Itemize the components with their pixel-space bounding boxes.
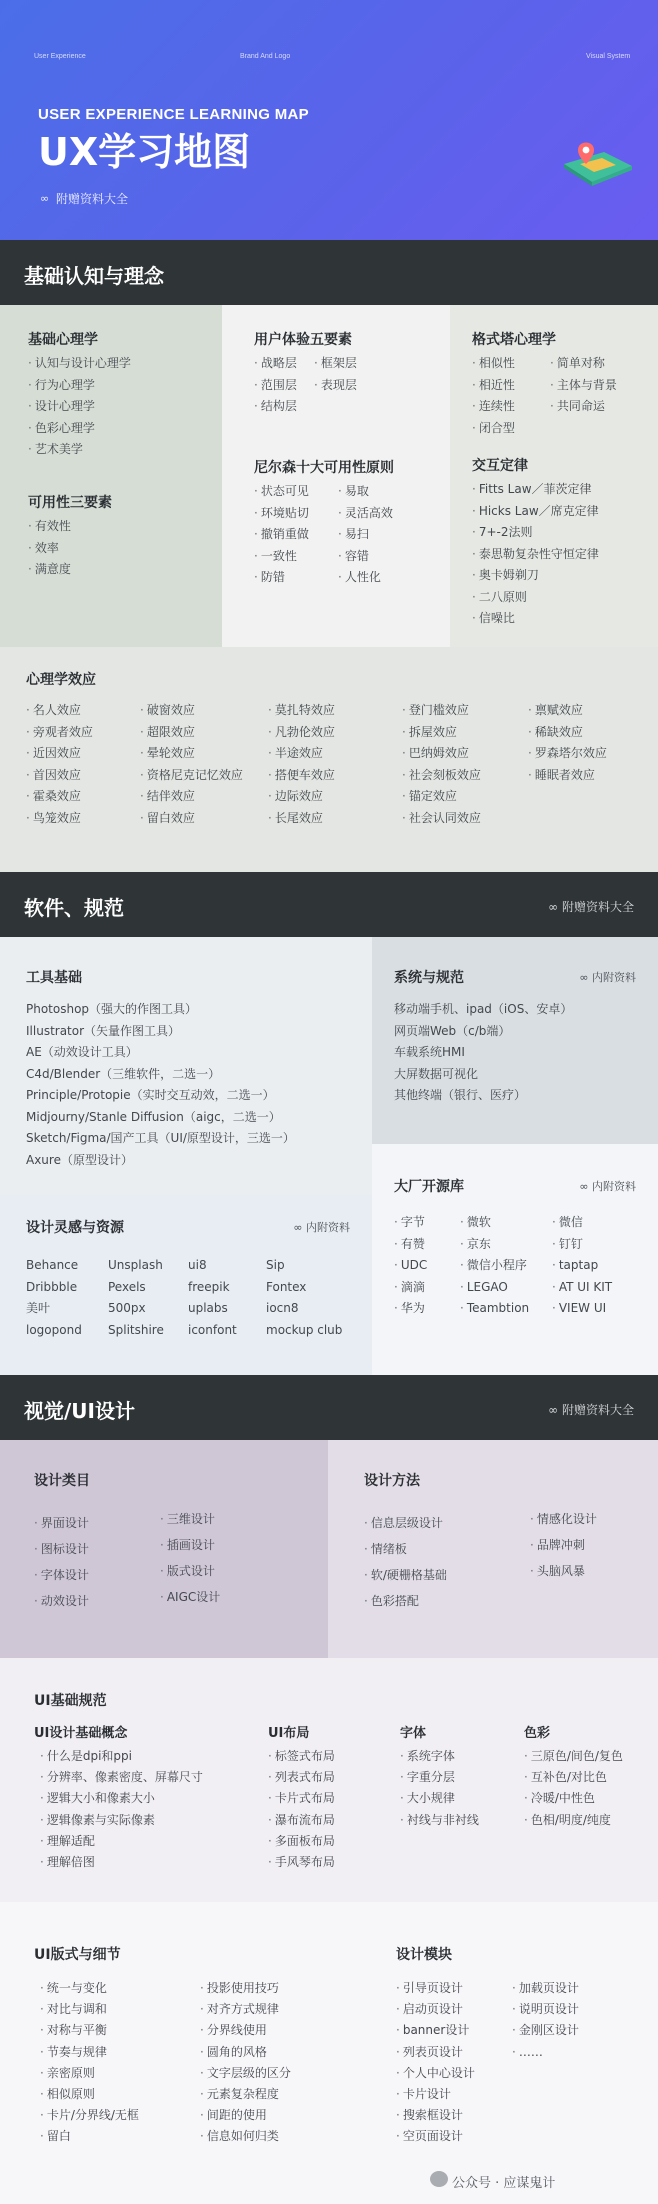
list-item: · AT UI KIT — [552, 1277, 612, 1299]
list-item: · 登门槛效应 — [402, 700, 481, 722]
list-item: · 插画设计 — [160, 1532, 220, 1558]
list-item: · 社会认同效应 — [402, 808, 481, 830]
list-item: · 状态可见 — [254, 481, 309, 503]
panel-ui-basics — [0, 1658, 658, 1902]
inspire-col — [188, 1255, 237, 1341]
list-item: · UDC — [394, 1255, 427, 1277]
list-item: · 长尾效应 — [268, 808, 335, 830]
hero-nav-item: User Experience — [34, 53, 86, 60]
list-item: · 动效设计 — [34, 1588, 89, 1614]
list-item: · 框架层 — [314, 353, 357, 375]
list-item: · 信息如何归类 — [200, 2126, 291, 2147]
list-item: · 什么是dpi和ppi — [40, 1746, 203, 1767]
list-item: · 大小规律 — [400, 1788, 479, 1809]
list-item: · 信息层级设计 — [364, 1510, 447, 1536]
effects-col — [26, 700, 93, 829]
list-item: · 列表页设计 — [396, 2042, 475, 2063]
list-item: · 人性化 — [338, 567, 393, 589]
list-item: · 环境贴切 — [254, 503, 309, 525]
list-item: · 说明页设计 — [512, 1999, 579, 2020]
section-extra-label: 附赠资料大全 — [561, 900, 634, 914]
list-item: · 界面设计 — [34, 1510, 89, 1536]
panel-title: 交互定律 — [472, 458, 528, 474]
tools-list — [26, 999, 295, 1171]
list-item: · 主体与背景 — [550, 375, 617, 397]
list-item: · 连续性 — [472, 396, 515, 418]
list-item: · 奥卡姆剃刀 — [472, 565, 599, 587]
watermark: 公众号 · 应谋鬼计 — [452, 2176, 556, 2191]
list-item: · 撤销重做 — [254, 524, 309, 546]
link-icon: ∞ — [548, 900, 562, 914]
list-item: · banner设计 — [396, 2020, 475, 2041]
inspire-col — [26, 1255, 82, 1341]
details-col2 — [200, 1978, 291, 2148]
inner-link-label: 内附资料 — [592, 1180, 636, 1193]
list-item: · 超限效应 — [140, 722, 243, 744]
list-item: · 对称与平衡 — [40, 2020, 139, 2041]
list-item: · 行为心理学 — [28, 375, 131, 397]
panel-title: 设计类目 — [34, 1473, 90, 1489]
list-item: Sip — [266, 1258, 285, 1272]
list-item: · 色彩心理学 — [28, 418, 131, 440]
link-icon: ∞ — [40, 192, 50, 205]
list-item: · 半途效应 — [268, 743, 335, 765]
list-item: · 手风琴布局 — [268, 1852, 335, 1873]
list-item: C4d/Blender（三维软件，二选一） — [26, 1066, 221, 1081]
list-item: · AIGC设计 — [160, 1584, 220, 1610]
list-item: AE（动效设计工具） — [26, 1045, 138, 1059]
usability-list — [28, 516, 71, 581]
list-item: · 列表式布局 — [268, 1767, 335, 1788]
map-illustration-icon — [558, 124, 638, 194]
list-item: · 节奏与规律 — [40, 2042, 139, 2063]
list-item: · 有赞 — [394, 1234, 427, 1256]
opensource-col — [460, 1212, 529, 1320]
section-extra-label: 附赠资料大全 — [561, 1403, 634, 1417]
list-item: · 搜索框设计 — [396, 2105, 475, 2126]
opensource-col — [552, 1212, 612, 1320]
list-item: · 范围层 — [254, 375, 297, 397]
panel-title: 系统与规范 — [394, 970, 464, 986]
page-title: UX学习地图 — [38, 130, 251, 174]
list-item: · 易取 — [338, 481, 393, 503]
list-item: · taptap — [552, 1255, 612, 1277]
list-item: · 相似原则 — [40, 2084, 139, 2105]
inner-link[interactable]: ∞ 内附资料 — [579, 971, 636, 984]
list-item: · 防错 — [254, 567, 309, 589]
list-item: · 信噪比 — [472, 608, 599, 630]
list-item: · 表现层 — [314, 375, 357, 397]
list-item: Fontex — [266, 1279, 307, 1294]
list-item: · 拆屋效应 — [402, 722, 481, 744]
list-item: Midjourny/Stanle Diffusion（aigc，二选一） — [26, 1109, 281, 1124]
list-item: logopond — [26, 1322, 82, 1337]
list-item: · 统一与变化 — [40, 1978, 139, 1999]
list-item: Illustrator（矢量作图工具） — [26, 1023, 181, 1038]
panel-title: 设计方法 — [364, 1473, 420, 1489]
panel-ui-details — [0, 1902, 658, 2204]
list-item: · 分辨率、像素密度、屏幕尺寸 — [40, 1767, 203, 1788]
inner-link[interactable]: ∞ 内附资料 — [579, 1180, 636, 1193]
list-item: · 标签式布局 — [268, 1746, 335, 1767]
nielsen-col2 — [338, 481, 393, 589]
list-item: · 京东 — [460, 1234, 529, 1256]
section-extra-link[interactable] — [548, 1401, 634, 1418]
hero-subtitle: USER EXPERIENCE LEARNING MAP — [38, 106, 309, 123]
list-item: · 锚定效应 — [402, 786, 481, 808]
list-item: Pexels — [108, 1279, 146, 1294]
list-item: · 稀缺效应 — [528, 722, 607, 744]
list-item: · 对齐方式规律 — [200, 1999, 291, 2020]
panel-title: 心理学效应 — [26, 672, 96, 688]
list-item: mockup club — [266, 1322, 343, 1337]
list-item: · 满意度 — [28, 559, 71, 581]
list-item: · 卡片设计 — [396, 2084, 475, 2105]
list-item: · 睡眠者效应 — [528, 765, 607, 787]
section-title: 基础认知与理念 — [24, 264, 164, 288]
list-item: · 微信小程序 — [460, 1255, 529, 1277]
list-item: · 三原色/间色/复色 — [524, 1746, 623, 1767]
list-item: Splitshire — [108, 1322, 164, 1337]
list-item: · 晕轮效应 — [140, 743, 243, 765]
list-item: · 结构层 — [254, 396, 297, 418]
wechat-icon — [430, 2171, 448, 2187]
list-item: · 名人效应 — [26, 700, 93, 722]
list-item: · 圆角的风格 — [200, 2042, 291, 2063]
list-item: · 凡勃伦效应 — [268, 722, 335, 744]
list-item: · 社会刻板效应 — [402, 765, 481, 787]
layout-list — [268, 1746, 335, 1873]
list-item: · 近因效应 — [26, 743, 93, 765]
panel-title: 设计模块 — [396, 1947, 452, 1963]
list-item: · 罗森塔尔效应 — [528, 743, 607, 765]
list-item: · 资格尼克记忆效应 — [140, 765, 243, 787]
list-item: · 加载页设计 — [512, 1978, 579, 1999]
list-item: · 7+-2法则 — [472, 522, 599, 544]
list-item: · 情感化设计 — [530, 1506, 597, 1532]
list-item: · 旁观者效应 — [26, 722, 93, 744]
list-item: Principle/Protopie（实时交互动效，二选一） — [26, 1088, 275, 1102]
list-item: 大屏数据可视化 — [394, 1066, 479, 1081]
list-item: · 空页面设计 — [396, 2126, 475, 2147]
list-item: · 系统字体 — [400, 1746, 479, 1767]
list-item: · 色相/明度/纯度 — [524, 1810, 623, 1831]
list-item: · 情绪板 — [364, 1536, 447, 1562]
list-item: · 留白效应 — [140, 808, 243, 830]
list-item: · 金刚区设计 — [512, 2020, 579, 2041]
modules-col2 — [512, 1978, 579, 2063]
list-item: · …… — [512, 2042, 579, 2063]
list-item: · 理解适配 — [40, 1831, 203, 1852]
list-item: · 莫扎特效应 — [268, 700, 335, 722]
list-item: · 字重分层 — [400, 1767, 479, 1788]
effects-col — [528, 700, 607, 786]
list-item: · 霍桑效应 — [26, 786, 93, 808]
methods-col1 — [364, 1510, 447, 1614]
list-item: · 字节 — [394, 1212, 427, 1234]
list-item: 移动端手机、ipad（iOS、安卓） — [394, 1002, 573, 1016]
list-item: · 色彩搭配 — [364, 1588, 447, 1614]
panel-open-source — [372, 1144, 658, 1375]
list-item: · 相近性 — [472, 375, 515, 397]
list-item: · 文字层级的区分 — [200, 2063, 291, 2084]
list-item: · 泰思勒复杂性守恒定律 — [472, 544, 599, 566]
list-item: · 微软 — [460, 1212, 529, 1234]
list-item: · 鸟笼效应 — [26, 808, 93, 830]
list-item: Sketch/Figma/国产工具（UI/原型设计，三选一） — [26, 1131, 295, 1145]
list-item: · 易扫 — [338, 524, 393, 546]
subpanel-title: UI布局 — [268, 1726, 310, 1741]
effects-col — [402, 700, 481, 829]
modules-col1 — [396, 1978, 475, 2148]
list-item: · 灵活高效 — [338, 503, 393, 525]
section-extra-link[interactable] — [548, 898, 634, 915]
list-item: · 间距的使用 — [200, 2105, 291, 2126]
list-item: · 卡片/分界线/无框 — [40, 2105, 139, 2126]
section-title: 视觉/UI设计 — [24, 1399, 135, 1423]
inspire-col — [108, 1255, 164, 1341]
list-item: · 结伴效应 — [140, 786, 243, 808]
panel-title: 可用性三要素 — [28, 495, 112, 511]
panel-title: 格式塔心理学 — [472, 332, 556, 348]
list-item: Behance — [26, 1258, 79, 1272]
panel-gestalt — [450, 305, 658, 647]
effects-col — [268, 700, 335, 829]
inner-link-label: 内附资料 — [592, 971, 636, 984]
list-item: · 衬线与非衬线 — [400, 1810, 479, 1831]
list-item: · 对比与调和 — [40, 1999, 139, 2020]
systems-list — [394, 999, 572, 1107]
panel-psychology-effects — [0, 647, 658, 872]
gestalt-col2 — [550, 353, 617, 418]
list-item: · 闭合型 — [472, 418, 515, 440]
list-item: · 投影使用技巧 — [200, 1978, 291, 1999]
list-item: · 版式设计 — [160, 1558, 220, 1584]
list-item: · 首因效应 — [26, 765, 93, 787]
list-item: · 一致性 — [254, 546, 309, 568]
section-header-software — [0, 872, 658, 937]
list-item: freepik — [188, 1279, 230, 1294]
list-item: · 二八原则 — [472, 587, 599, 609]
panel-tools — [0, 937, 372, 1195]
panel-ux-elements — [222, 305, 450, 647]
list-item: 其他终端（银行、医疗） — [394, 1088, 527, 1102]
list-item: · 艺术美学 — [28, 439, 131, 461]
concept-list — [40, 1746, 203, 1873]
panel-title: 工具基础 — [26, 970, 82, 986]
details-col1 — [40, 1978, 139, 2148]
laws-list — [472, 479, 599, 630]
categories-col2 — [160, 1506, 220, 1610]
list-item: · 亲密原则 — [40, 2063, 139, 2084]
list-item: · 华为 — [394, 1298, 427, 1320]
panel-basic-psychology — [0, 305, 222, 647]
list-item: · 逻辑像素与实际像素 — [40, 1810, 203, 1831]
effects-col — [140, 700, 243, 829]
five-col2 — [314, 353, 357, 396]
panel-title: UI基础规范 — [34, 1693, 107, 1709]
list-item: · 破窗效应 — [140, 700, 243, 722]
gestalt-col1 — [472, 353, 515, 439]
list-item: · 边际效应 — [268, 786, 335, 808]
list-item: · 钉钉 — [552, 1234, 612, 1256]
hero-nav-item: Visual System — [586, 53, 631, 60]
list-item: · VIEW UI — [552, 1298, 612, 1320]
list-item: · 微信 — [552, 1212, 612, 1234]
list-item: · 冷暖/中性色 — [524, 1788, 623, 1809]
list-item: · 设计心理学 — [28, 396, 131, 418]
panel-title: 尼尔森十大可用性原则 — [254, 460, 394, 476]
list-item: · 搭便车效应 — [268, 765, 335, 787]
list-item: · 滴滴 — [394, 1277, 427, 1299]
panel-title: 大厂开源库 — [394, 1179, 464, 1195]
list-item: iconfont — [188, 1322, 237, 1337]
panel-title: 设计灵感与资源 — [26, 1220, 124, 1236]
section-header-visual — [0, 1375, 658, 1440]
list-item: · 瀑布流布局 — [268, 1810, 335, 1831]
section-title: 软件、规范 — [24, 896, 124, 920]
panel-title: UI版式与细节 — [34, 1947, 121, 1963]
panel-title: 基础心理学 — [28, 332, 98, 348]
list-item: Unsplash — [108, 1258, 163, 1272]
list-item: · 理解倍图 — [40, 1852, 203, 1873]
list-item: · 简单对称 — [550, 353, 617, 375]
list-item: ui8 — [188, 1258, 207, 1272]
list-item: · 启动页设计 — [396, 1999, 475, 2020]
inner-link-label: 内附资料 — [306, 1221, 350, 1234]
panel-design-methods — [328, 1440, 658, 1658]
list-item: · 共同命运 — [550, 396, 617, 418]
panel-systems — [372, 937, 658, 1144]
section-header-basics — [0, 240, 658, 305]
list-item: · 禀赋效应 — [528, 700, 607, 722]
list-item: · Hicks Law／席克定律 — [472, 501, 599, 523]
nielsen-col1 — [254, 481, 309, 589]
list-item: · 卡片式布局 — [268, 1788, 335, 1809]
list-item: · 元素复杂程度 — [200, 2084, 291, 2105]
list-item: uplabs — [188, 1301, 228, 1315]
list-item: · 个人中心设计 — [396, 2063, 475, 2084]
list-item: · 三维设计 — [160, 1506, 220, 1532]
list-item: · 品牌冲刺 — [530, 1532, 597, 1558]
list-item: · 逻辑大小和像素大小 — [40, 1788, 203, 1809]
panel-inspiration — [0, 1195, 372, 1375]
subpanel-title: UI设计基础概念 — [34, 1726, 128, 1741]
inspire-col — [266, 1255, 342, 1341]
panel-title: 用户体验五要素 — [254, 332, 352, 348]
list-item: 车载系统HMI — [394, 1045, 465, 1059]
list-item: · 字体设计 — [34, 1562, 89, 1588]
methods-col2 — [530, 1506, 597, 1584]
list-item: · 战略层 — [254, 353, 297, 375]
list-item: Photoshop（强大的作图工具） — [26, 1002, 198, 1016]
list-item: · 引导页设计 — [396, 1978, 475, 1999]
color-list — [524, 1746, 623, 1831]
five-col1 — [254, 353, 297, 418]
hero-banner — [0, 0, 658, 240]
list-item: · 相似性 — [472, 353, 515, 375]
list-item: 500px — [108, 1301, 146, 1315]
psych-list — [28, 353, 131, 461]
hero-tagline: 附赠资料大全 — [56, 192, 129, 206]
list-item: iocn8 — [266, 1301, 299, 1315]
list-item: 网页端Web（c/b端） — [394, 1023, 511, 1038]
list-item: · 效率 — [28, 538, 71, 560]
hero-nav-item: Brand And Logo — [240, 53, 291, 60]
font-list — [400, 1746, 479, 1831]
link-icon: ∞ — [548, 1403, 562, 1417]
list-item: · 图标设计 — [34, 1536, 89, 1562]
subpanel-title: 色彩 — [524, 1726, 551, 1741]
list-item: · 容错 — [338, 546, 393, 568]
list-item: · Teambtion — [460, 1298, 529, 1320]
list-item: · 认知与设计心理学 — [28, 353, 131, 375]
subpanel-title: 字体 — [400, 1726, 427, 1741]
list-item: · 分界线使用 — [200, 2020, 291, 2041]
opensource-col — [394, 1212, 427, 1320]
list-item: · Fitts Law／菲茨定律 — [472, 479, 599, 501]
list-item: · 有效性 — [28, 516, 71, 538]
list-item: Axure（原型设计） — [26, 1152, 133, 1167]
list-item: · 巴纳姆效应 — [402, 743, 481, 765]
inner-link[interactable]: ∞ 内附资料 — [293, 1221, 350, 1234]
list-item: · 多面板布局 — [268, 1831, 335, 1852]
list-item: 美叶 — [26, 1301, 51, 1315]
list-item: · 头脑风暴 — [530, 1558, 597, 1584]
list-item: · 软/硬栅格基础 — [364, 1562, 447, 1588]
panel-design-categories — [0, 1440, 328, 1658]
categories-col1 — [34, 1510, 89, 1614]
list-item: · 互补色/对比色 — [524, 1767, 623, 1788]
list-item: · 留白 — [40, 2126, 139, 2147]
list-item: Dribbble — [26, 1279, 78, 1294]
list-item: · LEGAO — [460, 1277, 529, 1299]
